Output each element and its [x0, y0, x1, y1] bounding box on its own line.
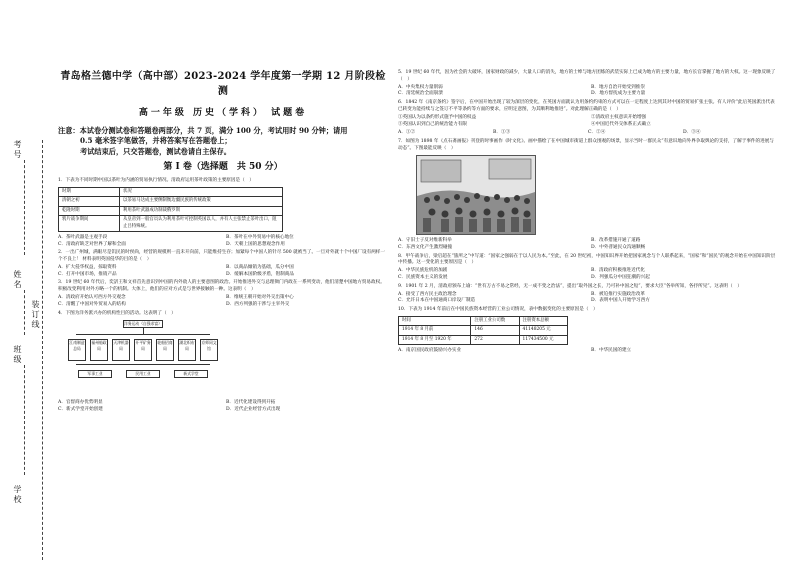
option-a[interactable]: A．守旧士子反对维新科举: [398, 238, 452, 244]
question-10-stem: 10．下表为 1914 年前后在中国民族资本经营的工业公司情况，表中数据变化的主要原因是（ ）: [398, 307, 598, 313]
option-c[interactable]: C．②④: [588, 130, 606, 136]
question-4-options: [58, 400, 388, 413]
statement-item: ①英国认为以条约形式施予中国的权益: [398, 114, 477, 120]
section-heading: 第 Ⅰ 卷（选择题 共 50 分）: [163, 162, 283, 173]
option-a[interactable]: A．中华民族危机的加剧: [398, 268, 448, 274]
option-b[interactable]: B．维统王朝开始对外交出策中心: [226, 295, 294, 301]
right-column: [398, 70, 778, 560]
table-cell: 以茶易马达成主要侧制衡边疆民族的传统政策: [120, 197, 283, 206]
option-c[interactable]: C．清廷统治全面崩溃: [398, 91, 443, 97]
question-10-options: [398, 348, 778, 355]
question-4-stem: 4．下图为洋务派兴办的机构性目的活动。这表明了（ ）: [58, 310, 176, 316]
table-row: [59, 216, 283, 232]
table-cell: 117434500 元: [519, 335, 567, 344]
left-column: [58, 70, 388, 560]
exam-number-label: 考号: [13, 140, 22, 160]
question-10-table: [398, 316, 568, 345]
option-d[interactable]: D．表明中国人开始学习西方: [591, 298, 650, 304]
question-1-options: [58, 235, 388, 248]
option-d[interactable]: D．西方列强的干涉与主宰外交: [226, 301, 290, 307]
question-5-stem: 5．19 世纪 60 年代，因为社会的大破坏，国家财政的减少，大量人口的消失，地方的士绅与地方团练的武装实际上已成为地方的主要力量，地方长官掌握了地方的大权。这一现象反映了（ ）: [398, 70, 776, 82]
table-cell: 状况: [120, 188, 283, 197]
seal-dashed-line: [42, 140, 43, 560]
option-c[interactable]: C．新式学堂开始创建: [58, 406, 103, 412]
class-line: [24, 365, 25, 475]
class-label: 班级: [13, 345, 22, 365]
option-b[interactable]: B．改革措施开通了道路: [591, 238, 641, 244]
question-7-stem: 7．如图为 1898 年《点石斋画报》刊登的时事画作《时文化》。画中描绘了在中国城市街道上群众围观的场景，显示当时一群民众“有意识地向外界争取舆论的支持，了解于事件的进展与动态”。下图最能反映（ ）: [398, 138, 774, 151]
option-d[interactable]: D．中外普通民众沟通顺畅: [591, 244, 646, 250]
diagram-top-node: 洋务运动（自强求富）: [124, 321, 162, 327]
diagram-bottom-node: 新式学堂: [174, 370, 208, 378]
question-2-options: [58, 265, 388, 278]
option-a[interactable]: A．官督商办优势明显: [58, 400, 103, 406]
question-6-stem: 6．1842 年《南京条约》签字后，在中国开始出现了较为深层的变化，在英国方面就认为用条约约束的方式可以在一定程度上达到其对中国的贸易扩张主张。有人评价“此后英国派出代表已转变为能持续与之签订不平等条约等方面的要求，应明定意图，为其顺利地推进”。对此理解正确的是（ ）: [398, 100, 775, 112]
table-cell: 注册资本总额: [519, 316, 567, 325]
diagram-node: 开平矿务局: [134, 339, 152, 361]
option-d[interactable]: D．③④: [683, 130, 701, 136]
option-b[interactable]: B．近代化建设得到开拓: [226, 400, 276, 406]
table-cell: 1914 年 8 月至 1920 年: [399, 335, 471, 344]
question-8-stem: 8．甲午战争后，梁启超在“旅所之”中写道：“国家之强弱在于以人民为本。”至此，在 20 世纪初，中国知识界开始把国家观念与个人联系起来，“国家”和“国民”的观念开始在中国知识阶层中传播。这一变化的主要原因是（ ）: [398, 253, 776, 266]
name-line: [24, 290, 25, 335]
table-row: [399, 326, 568, 335]
binding-margin: [8, 140, 48, 560]
diagram-connector: [76, 334, 210, 335]
question-4-diagram: [68, 320, 218, 386]
table-cell: 时期: [59, 188, 120, 197]
option-c[interactable]: C．允许日本在中国通商口岸设厂制造: [398, 298, 476, 304]
option-a[interactable]: A．茶叶武器是主观手段: [58, 234, 108, 240]
seal-line-label: 装订线: [31, 300, 40, 330]
diagram-node: 天津机器局: [112, 339, 130, 361]
question-3-options: [58, 295, 388, 308]
question-2-stem: 2．一出广州城，满眼尽是饥民的时侯尚，经营的规模则一直未开向前，只能维持生存；加紧每个中国人的针尽 500 就被当了。一旦对外就十个中国厂设有两样一个不良上！ 材料表明英国侵华的目的是（ ）: [58, 250, 385, 262]
option-d[interactable]: D．近代企业经营方式出现: [226, 406, 281, 412]
table-cell: 时间: [399, 316, 471, 325]
table-row: [399, 335, 568, 344]
question-7-options: [398, 238, 778, 251]
crowd-illustration-icon: [417, 156, 535, 234]
diagram-node: 福州船政局: [90, 339, 108, 361]
table-cell: 从皇帝到一般官员认为利用茶叶可控制英国以人，并有人主张禁止茶叶出口，阻止吕特殊统。: [120, 216, 283, 232]
name-label: 姓名: [13, 270, 22, 290]
question-9-stem: 9．1901 年 2 月，清政府颁布上谕：“世有万古不易之常经，无一成不变之治法”，提出“取外国之长，乃可补中国之短”，要求大臣“各举所知，各抒所见”。这表明（ ）: [398, 283, 742, 289]
exam-number-line: [24, 160, 25, 255]
table-cell: 1914 年 8 月前: [399, 326, 471, 335]
question-7-illustration: [416, 155, 536, 235]
option-a[interactable]: A．扩大侵华权益，掠取资料: [58, 265, 117, 271]
table-cell: 鸦片战争期间: [59, 216, 120, 232]
option-c[interactable]: C．清政府缺乏对世界了解和全面: [58, 241, 126, 247]
table-row: [399, 316, 568, 325]
table-row: [59, 206, 283, 215]
table-cell: 41148205 元: [519, 326, 567, 335]
question-6-options: [398, 130, 778, 137]
option-b[interactable]: B．①③: [493, 130, 511, 136]
table-row: [59, 188, 283, 197]
option-a[interactable]: A．清政府开始认可西方外交观念: [58, 295, 126, 301]
option-b[interactable]: B．中华民国的建立: [591, 347, 632, 353]
option-a[interactable]: A．接受了西方民主政治理念: [398, 291, 457, 297]
statement-item: ③英国认识到自己的统治能力有限: [398, 121, 467, 127]
page-title: 青岛格兰德中学（高中部）2023-2024 学年度第一学期 12 月阶段检测: [60, 71, 386, 97]
notice-line: 考试结束后，只交答题卷，测试卷请自主保存。: [80, 146, 231, 156]
school-label: 学校: [13, 485, 22, 505]
diagram-node: 京师同文馆: [200, 339, 218, 361]
diagram-node: 江南制造总局: [68, 339, 86, 361]
diagram-connector: [76, 364, 210, 365]
option-b[interactable]: B．被迫推行实施政治改革: [591, 291, 645, 297]
table-cell: 乾隆时期: [59, 206, 120, 215]
diagram-node: 湖北织布局: [178, 339, 196, 361]
statement-item: ④中国近代外交体系正式确立: [591, 121, 651, 127]
option-a[interactable]: A．南京国民政府鼓励兴办实业: [398, 347, 462, 353]
option-b[interactable]: B．地方自治开始受到推崇: [591, 84, 645, 90]
table-row: [59, 197, 283, 206]
table-cell: 272: [471, 335, 519, 344]
option-b[interactable]: B．茶叶在中外贸易中的核心地位: [226, 234, 294, 240]
option-c[interactable]: C．民族资本主义的发展: [398, 275, 448, 280]
table-cell: 146: [471, 326, 519, 335]
table-cell: 清朝之初: [59, 197, 120, 206]
option-d[interactable]: D．缓解本国阶级矛盾，钳制商品: [226, 271, 294, 277]
exam-notice: [58, 126, 388, 157]
question-5-options: [398, 85, 778, 98]
table-cell: 利用茶叶武器成功制裁俄罗斯: [120, 206, 283, 215]
question-1-table: [58, 187, 283, 232]
option-a[interactable]: A．中央集权力量削弱: [398, 84, 443, 90]
table-cell: 注册工业公司数: [471, 316, 519, 325]
question-8-options: [398, 268, 778, 281]
notice-line: 0.5 毫米签字笔做答，并将答案写在答题卷上；: [80, 136, 232, 146]
option-b[interactable]: B．清政府积极推进近代化: [591, 268, 645, 274]
diagram-bottom-node: 军事工业: [78, 370, 112, 378]
option-b[interactable]: B．以商品倾销为基础，瓜分中国: [226, 265, 294, 271]
question-3-stem: 3．19 世纪 60 年代后，奕訢王和文祥首先意识到中国的内外敌人的主要意图的政治。开始推进外交与总理衙门内政在一系列变动，他们清楚中国地方贸易政权。积极改变利用对外方略一个的机制。大体上，他们的应对方式是与世界接触的一种。这表明（ ）: [58, 280, 385, 293]
option-c[interactable]: C．东西文化产生激烈碰撞: [398, 244, 453, 250]
question-6-items: [398, 115, 778, 128]
option-a[interactable]: A．①②: [398, 130, 416, 136]
option-d[interactable]: D．地方督抚成为主要力量: [591, 91, 646, 97]
option-c[interactable]: C．打开中国市场，推销产品: [58, 271, 117, 277]
option-d[interactable]: D．列强瓜分中国狂潮的兴起: [591, 275, 650, 280]
question-9-options: [398, 292, 778, 305]
option-c[interactable]: C．清醒了中国对外贸易入的结构: [58, 301, 126, 307]
option-d[interactable]: D．天朝上国的思想观念作用: [226, 241, 285, 247]
diagram-node: 轮船招商局: [156, 339, 174, 361]
question-1-stem: 1．下表为不同时期中国以茶叶为内涵的贸易执行情况。清政府运用茶叶政策的主要原因是（ ）: [58, 178, 254, 184]
diagram-bottom-node: 民用工业: [126, 370, 160, 378]
page-subtitle: 高一年级 历史（学科） 试题卷: [138, 108, 308, 118]
statement-item: ②清政府主权意识开始增强: [591, 114, 647, 120]
notice-line: 注意：本试卷分测试卷和答题卷两部分，共 7 页，满分 100 分，考试用时 90 分钟；请用: [58, 126, 348, 136]
